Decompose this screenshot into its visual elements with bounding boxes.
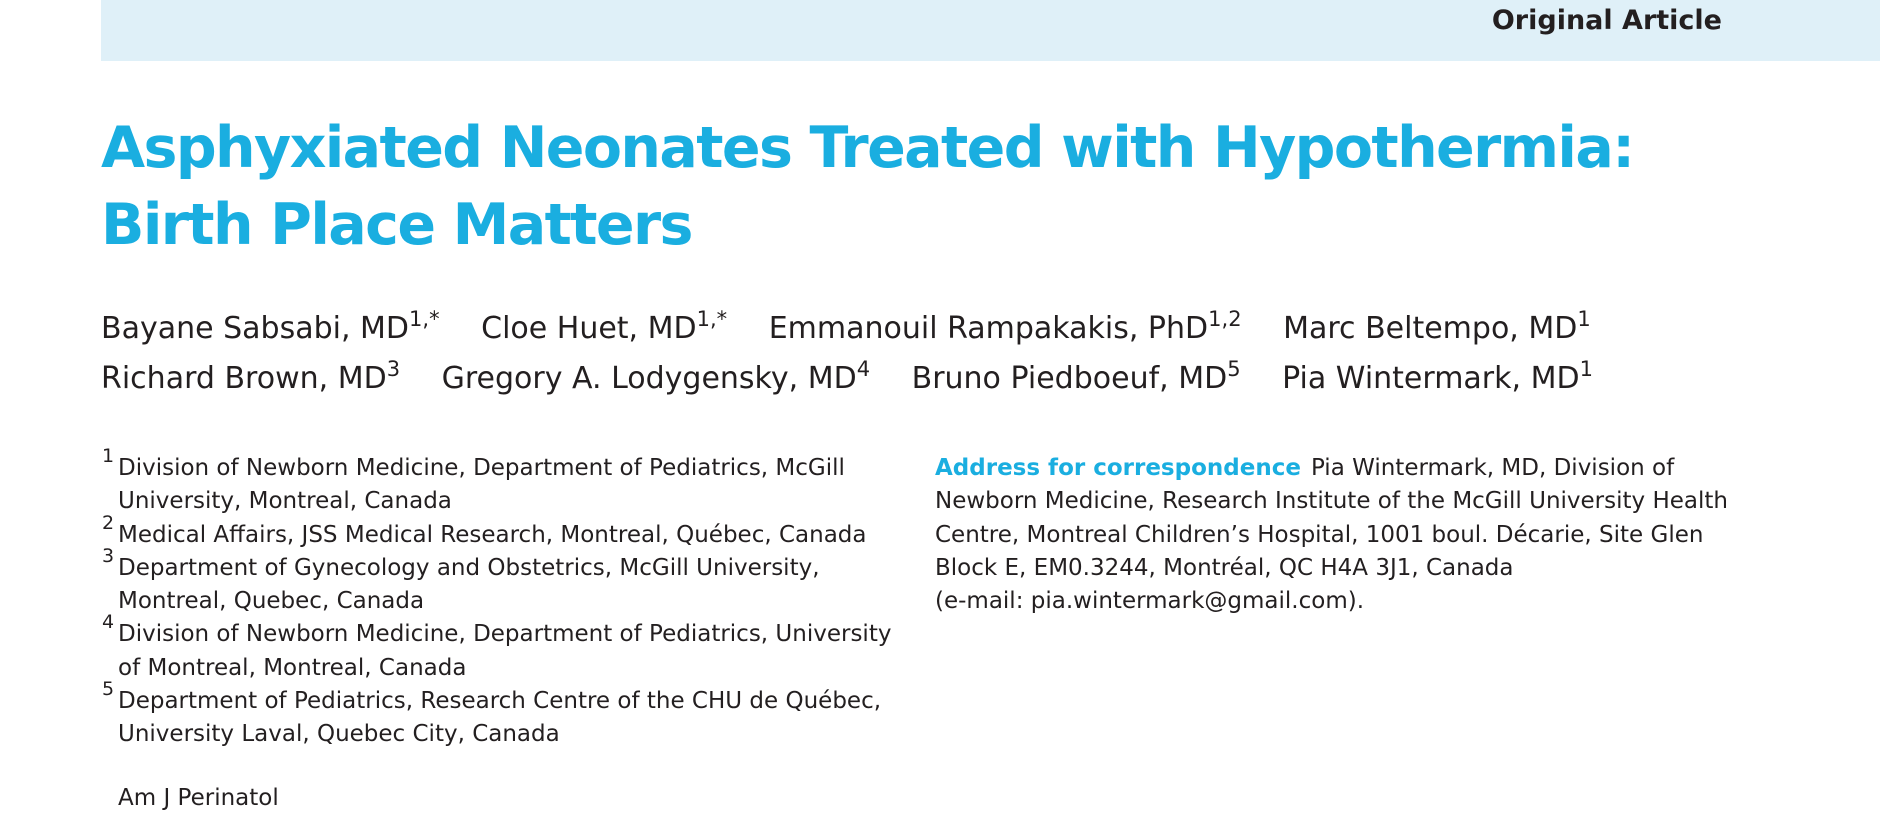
title-line: Birth Place Matters: [101, 192, 692, 258]
author-name: Gregory A. Lodygensky, MD: [441, 361, 857, 396]
correspondence-text: Pia Wintermark, MD, Division of: [1310, 455, 1675, 481]
author-name: Pia Wintermark, MD: [1282, 361, 1580, 396]
article-title: [101, 110, 1701, 264]
affiliation-item: [101, 678, 901, 752]
affiliation-number: 1: [102, 445, 115, 467]
header-band: [101, 0, 1880, 61]
author: [441, 357, 871, 396]
affiliations-list: [101, 445, 901, 752]
author-affiliation-marker: 1,*: [409, 307, 440, 331]
affiliation-item: [101, 445, 901, 519]
affiliation-number: 3: [102, 544, 115, 567]
author-name: Bayane Sabsabi, MD: [101, 311, 410, 346]
author-line: [101, 354, 1801, 404]
author-affiliation-marker: 5: [1227, 357, 1241, 381]
affiliation-text: University Laval, Quebec City, Canada: [118, 721, 560, 748]
author: [911, 357, 1241, 396]
correspondence-line: (e-mail: pia.wintermark@gmail.com).: [935, 588, 1365, 615]
affiliation-text: of Montreal, Montreal, Canada: [118, 654, 467, 681]
author: [1283, 307, 1591, 346]
author-line: [101, 304, 1801, 354]
author-affiliation-marker: 1,*: [696, 307, 728, 331]
author-affiliation-marker: 3: [386, 357, 401, 381]
author: [768, 307, 1242, 346]
affiliation-text: Division of Newborn Medicine, Department of Pediatrics, University: [118, 621, 892, 648]
correspondence-block: [935, 452, 1735, 618]
correspondence-label: Address for correspondence: [935, 455, 1301, 481]
section-label: Original Article: [1491, 5, 1722, 36]
author: [101, 357, 401, 396]
author-name: Marc Beltempo, MD: [1283, 311, 1578, 346]
affiliation-number: 5: [102, 678, 115, 701]
affiliation-text: Medical Affairs, JSS Medical Research, Montreal, Québec, Canada: [118, 521, 867, 548]
affiliation-text: University, Montreal, Canada: [118, 488, 452, 515]
affiliation-number: 2: [102, 511, 115, 534]
correspondence-line: [935, 452, 1735, 485]
affiliation-text: Department of Pediatrics, Research Centre of the CHU de Québec,: [118, 688, 882, 715]
affiliation-item: [101, 511, 901, 552]
affiliation-item: [101, 544, 901, 619]
author-affiliation-marker: 1: [1577, 307, 1591, 331]
affiliation-number: 4: [102, 611, 115, 634]
author: [481, 307, 728, 346]
author-affiliation-marker: 1: [1579, 357, 1593, 381]
affiliation-text: Department of Gynecology and Obstetrics, McGill University,: [118, 554, 820, 581]
correspondence-line: Centre, Montreal Children’s Hospital, 1001 boul. Décarie, Site Glen: [935, 521, 1704, 548]
author: [1282, 357, 1593, 396]
affiliation-item: [101, 611, 901, 685]
affiliation-text: Montreal, Quebec, Canada: [118, 588, 425, 615]
author: [101, 307, 440, 346]
author-affiliation-marker: 1,2: [1208, 307, 1242, 331]
affiliation-text: Division of Newborn Medicine, Department of Pediatrics, McGill: [118, 455, 845, 481]
journal-name: Am J Perinatol: [118, 785, 279, 811]
author-name: Cloe Huet, MD: [481, 311, 697, 346]
author-affiliation-marker: 4: [856, 357, 871, 381]
title-line: Asphyxiated Neonates Treated with Hypothermia:: [101, 115, 1634, 181]
author-name: Richard Brown, MD: [101, 361, 387, 396]
correspondence-line: Block E, EM0.3244, Montréal, QC H4A 3J1, Canada: [935, 554, 1514, 581]
author-list: [101, 304, 1801, 404]
correspondence-line: Newborn Medicine, Research Institute of the McGill University Health: [935, 488, 1728, 515]
author-name: Bruno Piedboeuf, MD: [911, 361, 1228, 396]
author-name: Emmanouil Rampakakis, PhD: [768, 311, 1209, 346]
